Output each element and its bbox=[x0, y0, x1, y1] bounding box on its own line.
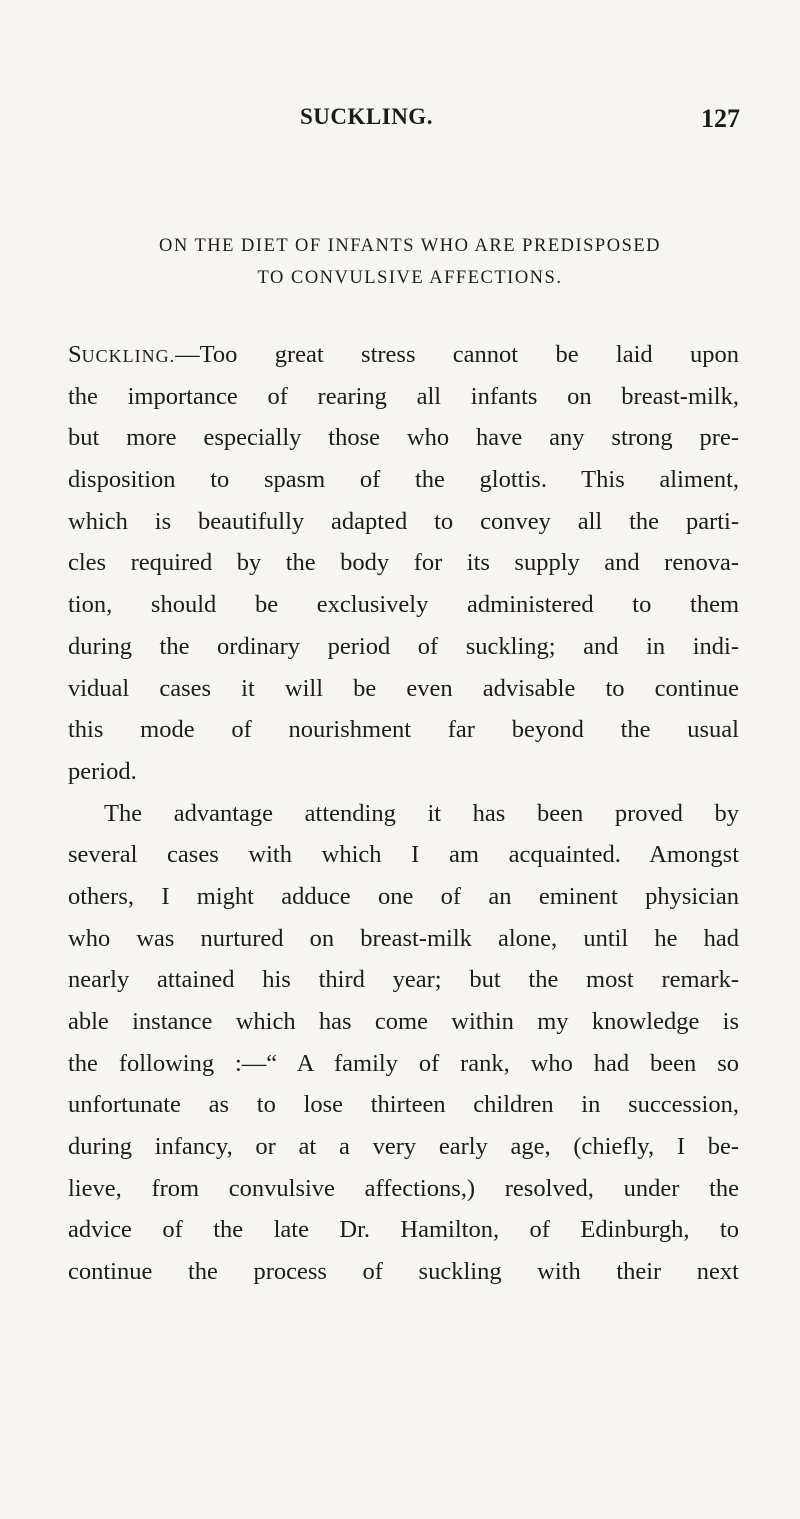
text-line: during infancy, or at a very early age, (chiefly, I be- bbox=[68, 1133, 739, 1161]
run-in-heading-rest: UCKLING. bbox=[81, 346, 176, 366]
text-line: unfortunate as to lose thirteen children in succession, bbox=[68, 1091, 739, 1119]
text-line: during the ordinary period of suckling; and in indi- bbox=[68, 632, 739, 660]
text-line bbox=[68, 334, 739, 376]
text-line: lieve, from convulsive affections,) resolved, under the bbox=[68, 1174, 739, 1202]
text-line: disposition to spasm of the glottis. This aliment, bbox=[68, 466, 739, 494]
section-heading-line-2: TO CONVULSIVE AFFECTIONS. bbox=[257, 268, 563, 288]
running-head bbox=[300, 104, 740, 138]
text-line: continue the process of suckling with their next bbox=[68, 1258, 739, 1286]
text-line: period. bbox=[68, 757, 137, 785]
running-title: SUCKLING. bbox=[300, 104, 433, 129]
text-line: able instance which has come within my knowledge is bbox=[68, 1008, 739, 1035]
text-line: vidual cases it will be even advisable to continue bbox=[68, 674, 739, 702]
text-line: the following :—“ A family of rank, who had been so bbox=[68, 1049, 739, 1077]
text-line: several cases with which I am acquainted. Amongst bbox=[68, 841, 739, 869]
paragraph-advantage bbox=[68, 793, 739, 1293]
body-text bbox=[68, 334, 739, 1293]
run-in-heading-initial: S bbox=[68, 341, 82, 368]
text-line: cles required by the body for its supply and renova- bbox=[68, 549, 739, 577]
text-line: others, I might adduce one of an eminent physician bbox=[68, 882, 739, 910]
page-number: 127 bbox=[701, 104, 740, 133]
text-line: the importance of rearing all infants on breast-milk, bbox=[68, 382, 739, 410]
text-line: tion, should be exclusively administered to them bbox=[68, 591, 739, 619]
text-line-content: —Too great stress cannot be laid upon bbox=[175, 341, 739, 368]
text-line: The advantage attending it has been proved by bbox=[104, 799, 739, 827]
text-line: this mode of nourishment far beyond the usual bbox=[68, 716, 739, 744]
text-line: advice of the late Dr. Hamilton, of Edinburgh, to bbox=[68, 1216, 739, 1244]
text-line: who was nurtured on breast-milk alone, until he had bbox=[68, 924, 739, 952]
section-heading bbox=[60, 230, 760, 294]
text-line: nearly attained his third year; but the most remark- bbox=[68, 966, 739, 994]
section-heading-line-1: ON THE DIET OF INFANTS WHO ARE PREDISPOSED bbox=[158, 236, 662, 256]
paragraph-suckling bbox=[68, 334, 739, 793]
text-line: which is beautifully adapted to convey all the parti- bbox=[68, 507, 739, 535]
text-line: but more especially those who have any strong pre- bbox=[68, 424, 739, 452]
